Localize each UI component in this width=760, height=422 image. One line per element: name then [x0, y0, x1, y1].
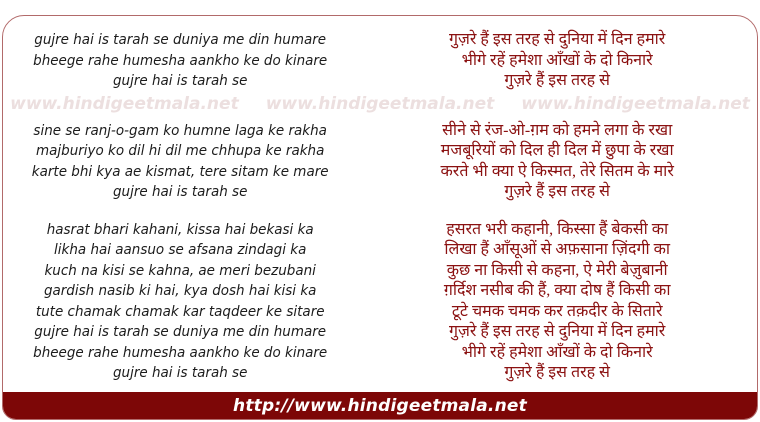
lyrics-line-hindi: करते भी क्या ऐ किस्मत, तेरे सितम के मारे: [440, 162, 674, 180]
watermark-text: www.hindigeetmala.net: [265, 94, 495, 114]
lyrics-row: [3, 141, 757, 162]
stanza: [3, 121, 757, 203]
lyrics-line-english: gujre hai is tarah se: [112, 184, 248, 200]
lyrics-line-hindi: ग़र्दिश नसीब की हैं, क्या दोष हैं किसी का: [443, 282, 671, 299]
lyrics-line-english: likha hai aansuo se afsana zindagi ka: [54, 242, 307, 258]
footer-bar: [3, 392, 757, 419]
lyrics-line-hindi: मजबूरियों को दिल ही दिल में छुपा के रखा: [440, 142, 674, 159]
lyrics-line-hindi: भीगे रहें हमेशा आँखों के दो किनारे: [461, 343, 653, 361]
lyrics-row: [3, 182, 757, 203]
lyrics-line-english: majburiyo ko dil hi dil me chhupa ke rakha: [35, 143, 325, 159]
lyrics-row: [3, 322, 757, 343]
lyrics-line-hindi: गुज़रे हैं इस तरह से: [504, 72, 610, 89]
lyrics-line-english: sine se ranj-o-gam ko humne laga ke rakha: [33, 122, 327, 139]
lyrics-line-english: bheege rahe humesha aankho ke do kinare: [33, 52, 328, 69]
lyrics-line-english: gardish nasib ki hai, kya dosh hai kisi ka: [43, 283, 317, 299]
lyrics-row: [3, 121, 757, 142]
watermark-row: [3, 94, 757, 114]
lyrics-line-hindi: गुज़रे हैं इस तरह से: [504, 364, 610, 381]
lyrics-line-english: gujre hai is tarah se: [112, 365, 248, 381]
lyrics-line-hindi: सीने से रंज-ओ-ग़म को हमने लगा के रखा: [442, 121, 673, 139]
lyrics-row: [3, 162, 757, 183]
lyrics-row: [3, 71, 757, 92]
lyrics-line-hindi: कुछ ना किसी से कहना, ऐ मेरी बेज़ुबानी: [446, 261, 668, 279]
lyrics-line-english: hasrat bhari kahani, kissa hai bekasi ka: [46, 221, 314, 238]
lyrics-columns: [3, 30, 757, 384]
lyrics-line-english: gujre hai is tarah se duniya me din humare: [34, 324, 327, 340]
lyrics-line-hindi: भीगे रहें हमेशा आँखों के दो किनारे: [461, 51, 653, 69]
lyrics-row: [3, 51, 757, 72]
lyrics-row: [3, 302, 757, 323]
lyrics-row: [3, 281, 757, 302]
stanza: [3, 30, 757, 92]
lyrics-row: [3, 30, 757, 51]
lyrics-line-hindi: गुज़रे हैं इस तरह से दुनिया में दिन हमारे: [449, 323, 666, 340]
page-border-frame: [2, 15, 758, 420]
lyrics-row: [3, 240, 757, 261]
watermark-text: www.hindigeetmala.net: [10, 94, 239, 114]
lyrics-line-english: gujre hai is tarah se: [112, 73, 248, 89]
lyrics-line-english: bheege rahe humesha aankho ke do kinare: [33, 344, 328, 361]
lyrics-line-english: kuch na kisi se kahna, ae meri bezubani: [44, 262, 316, 279]
lyrics-row: [3, 363, 757, 384]
lyrics-row: [3, 261, 757, 282]
lyrics-line-english: gujre hai is tarah se duniya me din humare: [34, 32, 327, 48]
stanza: [3, 220, 757, 384]
lyrics-line-english: tute chamak chamak kar taqdeer ke sitare: [35, 303, 325, 320]
lyrics-row: [3, 343, 757, 364]
lyrics-line-hindi: हसरत भरी कहानी, किस्सा हैं बेकसी का: [446, 220, 669, 238]
watermark-text: www.hindigeetmala.net: [521, 94, 750, 114]
footer-url: http://www.hindigeetmala.net: [233, 395, 527, 416]
lyrics-line-english: karte bhi kya ae kismat, tere sitam ke mare: [31, 163, 329, 180]
lyrics-line-hindi: गुज़रे हैं इस तरह से: [504, 183, 610, 200]
lyrics-line-hindi: लिखा हैं आँसूओं से अफ़साना ज़िंदगी का: [444, 241, 671, 258]
lyrics-line-hindi: गुज़रे हैं इस तरह से दुनिया में दिन हमारे: [449, 31, 666, 48]
lyrics-row: [3, 220, 757, 241]
lyrics-line-hindi: टूटे चमक चमक कर तक़दीर के सितारे: [451, 302, 663, 320]
